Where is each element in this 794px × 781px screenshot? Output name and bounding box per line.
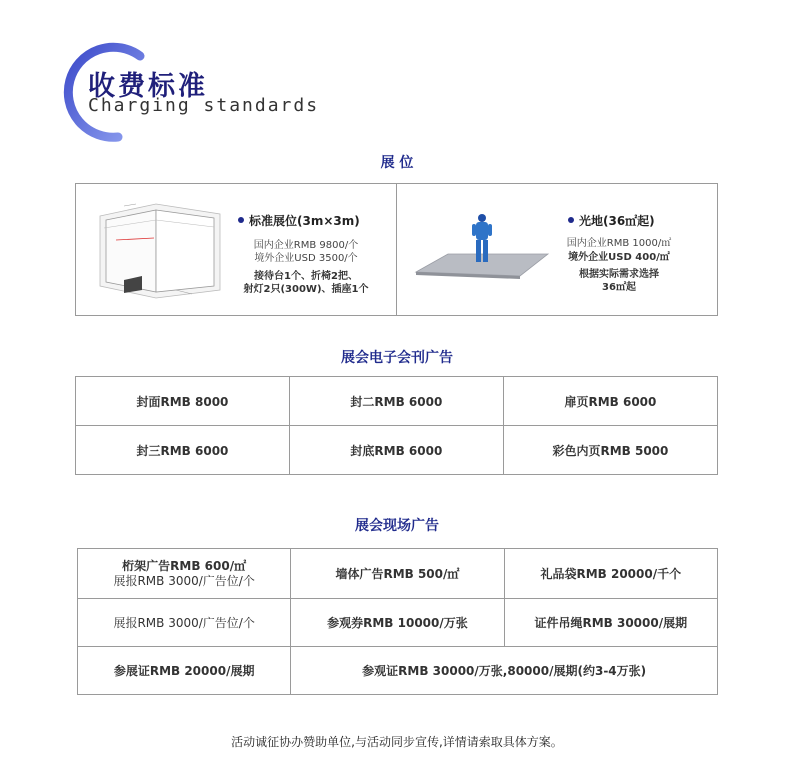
standard-booth-illustration <box>96 194 224 302</box>
raw-space-heading-text: 光地(36㎡起) <box>579 214 655 228</box>
table-cell: 礼品袋RMB 20000/千个 <box>504 549 717 599</box>
table-cell: 参展证RMB 20000/展期 <box>78 647 291 695</box>
bullet-dot-icon <box>568 217 574 223</box>
section-title-ecatalog: 展会电子会刊广告 <box>341 350 453 366</box>
table-cell: 证件吊绳RMB 30000/展期 <box>504 599 717 647</box>
standard-booth-heading-text: 标准展位(3m×3m) <box>249 214 360 228</box>
standard-price-domestic: 国内企业RMB 9800/个 <box>253 240 359 251</box>
section-title-onsite: 展会现场广告 <box>355 518 439 534</box>
raw-price-domestic: 国内企业RMB 1000/㎡ <box>566 238 672 249</box>
truss-line-1: 桁架广告RMB 600/㎡ <box>122 558 247 573</box>
table-cell: 封三RMB 6000 <box>76 426 290 475</box>
table-cell: 墙体广告RMB 500/㎡ <box>291 549 504 599</box>
standard-price-foreign: 境外企业USD 3500/个 <box>254 253 358 264</box>
standard-booth-heading <box>238 212 360 229</box>
ecatalog-table <box>75 376 718 475</box>
truss-line-2: 展报RMB 3000/广告位/个 <box>113 573 255 588</box>
raw-price-foreign: 境外企业USD 400/㎡ <box>568 252 670 263</box>
booth-divider <box>396 183 397 316</box>
table-cell: 扉页RMB 6000 <box>503 377 717 426</box>
standard-includes-2: 射灯2只(300W)、插座1个 <box>243 284 369 295</box>
table-row <box>78 647 718 695</box>
raw-note-2: 36㎡起 <box>602 282 636 293</box>
table-cell <box>78 599 291 647</box>
table-row <box>78 599 718 647</box>
poster-text: 展报RMB 3000/广告位/个 <box>113 616 255 630</box>
raw-note-1: 根据实际需求选择 <box>579 269 659 280</box>
table-cell: 参观证RMB 30000/万张,80000/展期(约3-4万张) <box>291 647 718 695</box>
raw-space-illustration <box>412 210 552 282</box>
table-cell: 封底RMB 6000 <box>289 426 503 475</box>
page-title: 收费标准 <box>88 71 208 102</box>
table-cell: 封面RMB 8000 <box>76 377 290 426</box>
table-cell: 封二RMB 6000 <box>289 377 503 426</box>
onsite-table <box>77 548 718 695</box>
table-cell: 参观券RMB 10000/万张 <box>291 599 504 647</box>
table-row <box>76 377 718 426</box>
table-cell-truss <box>78 549 291 599</box>
table-row <box>76 426 718 475</box>
table-cell: 彩色内页RMB 5000 <box>503 426 717 475</box>
section-title-booth: 展 位 <box>380 155 414 171</box>
footer-note: 活动诚征协办赞助单位,与活动同步宣传,详情请索取具体方案。 <box>231 735 563 749</box>
page-subtitle: Charging standards <box>88 95 320 116</box>
raw-space-heading <box>568 212 655 229</box>
bullet-dot-icon <box>238 217 244 223</box>
table-row <box>78 549 718 599</box>
standard-includes-1: 接待台1个、折椅2把、 <box>254 271 358 282</box>
